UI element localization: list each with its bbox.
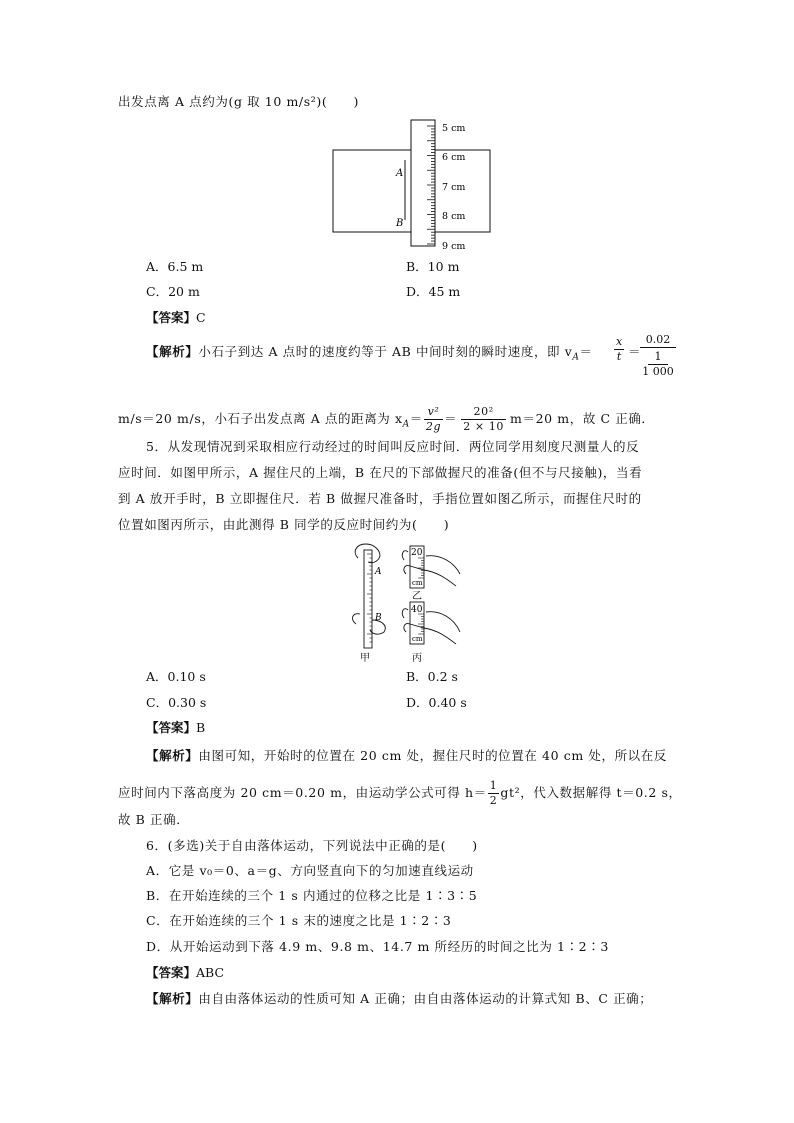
q5-frac-half-den: 2 [489, 794, 498, 807]
q4-frac-v-den: 2g [425, 420, 442, 433]
q4-figure [330, 116, 495, 254]
q5-figure [348, 540, 468, 664]
q6-analysis-line1 [146, 990, 652, 1008]
q4-tick-6: 6 cm [442, 152, 466, 163]
q4-label-a: A [396, 168, 404, 179]
q4-tick-9: 9 cm [442, 241, 466, 252]
q4-answer-value: C [196, 310, 206, 325]
q4-analysis-line1 [146, 343, 593, 367]
q5-answer-value: B [196, 720, 206, 735]
q4-frac-x-den: t [616, 350, 622, 363]
q6-answer [146, 964, 224, 982]
q4-tick-8: 8 cm [442, 211, 466, 222]
q5-option-d: D．0.40 s [406, 695, 467, 710]
q5-analysis-text2: 应时间内下落高度为 20 cm＝0.20 m，由运动学公式可得 h＝ [118, 785, 487, 800]
q5-stem-line4: 位置如图丙所示，由此测得 B 同学的反应时间约为( ) [118, 517, 450, 532]
q5-yi-unit: cm [412, 579, 423, 587]
q4-frac-20-den: 2 × 10 [463, 420, 505, 433]
q6-option-b: B．在开始连续的三个 1 s 内通过的位移之比是 1∶3∶5 [146, 888, 478, 903]
q4-frac-v2-over-2g [424, 405, 443, 434]
q6-analysis-tag: 【解析】 [146, 991, 199, 1006]
q5-analysis-text2-post: gt²，代入数据解得 t＝0.2 s， [500, 785, 682, 800]
q4-stem-tail: 出发点离 A 点约为(g 取 10 m/s²)( ) [118, 94, 359, 109]
q5-answer-tag: 【答案】 [146, 720, 197, 735]
q4-option-c: C．20 m [146, 284, 200, 299]
q4-frac-inner-num: 1 [648, 350, 668, 365]
q5-stem-line1: 5．从发现情况到采取相应行动经过的时间叫反应时间．两位同学用刻度尺测量人的反 [146, 439, 640, 454]
q4-analysis-text2-post: m＝20 m，故 C 正确． [510, 411, 655, 426]
q4-analysis-line2: m/s＝20 m/s，小石子出发点离 A 点的距离为 $x_A=$ $\frac{\text{v²}}{2g}$ ＝ $\frac{\text{20²}}{2 \times 10}$ m＝20 m，故 C 正确． [118, 405, 655, 433]
q5-answer [146, 719, 205, 737]
q4-frac-v-num: v² [424, 405, 443, 420]
q5-stem-line3: 到 A 放开手时，B 立即握住尺．若 B 做握尺准备时，手指位置如图乙所示，而握住尺时的 [118, 491, 642, 506]
q5-analysis-line3: 故 B 正确． [118, 812, 190, 827]
q4-answer [146, 309, 206, 327]
q5-bing-unit: cm [412, 635, 423, 643]
q6-stem: 6．(多选)关于自由落体运动，下列说法中正确的是( ) [146, 838, 478, 853]
q4-frac-20 [461, 405, 506, 434]
q4-answer-tag: 【答案】 [146, 310, 197, 325]
q5-stem-line2: 应时间．如图甲所示，A 握住尺的上端，B 在尺的下部做握尺的准备(但不与尺接触)，当看 [118, 465, 643, 480]
q5-frac-half [488, 779, 500, 808]
q5-analysis-tag: 【解析】 [146, 748, 199, 763]
q4-label-b: B [396, 218, 404, 229]
q5-analysis-text1: 由图可知，开始时的位置在 20 cm 处，握住尺时的位置在 40 cm 处，所以在反 [198, 748, 667, 763]
q4-frac-big [640, 333, 676, 379]
q5-option-a: A．0.10 s [146, 669, 206, 684]
q5-bing-reading: 40 [411, 605, 423, 615]
q4-frac-inner-den: 1 000 [642, 365, 674, 378]
q5-caption-bing: 丙 [412, 653, 422, 664]
q5-label-b: B [375, 613, 382, 623]
q5-yi-reading: 20 [411, 548, 423, 558]
q4-tick-7: 7 cm [442, 182, 466, 193]
q6-option-a: A．它是 v₀＝0、a＝g、方向竖直向下的匀加速直线运动 [146, 863, 474, 878]
q5-option-b: B．0.2 s [406, 669, 458, 684]
q4-option-d: D．45 m [406, 284, 461, 299]
q4-ruler [411, 120, 435, 246]
q4-frac-x-over-t [614, 335, 624, 364]
q5-option-c: C．0.30 s [146, 695, 207, 710]
q6-analysis-text1: 由自由落体运动的性质可知 A 正确；由自由落体运动的计算式知 B、C 正确； [198, 991, 653, 1006]
q4-analysis-text1: 小石子到达 A 点时的速度约等于 AB 中间时刻的瞬时速度，即 v [198, 344, 573, 359]
q5-caption-jia: 甲 [360, 653, 370, 664]
q4-option-a: A．6.5 m [146, 259, 204, 274]
q4-option-b: B．10 m [406, 259, 460, 274]
q5-frac-half-num: 1 [489, 779, 498, 792]
q5-label-a: A [375, 567, 382, 577]
q4-eq2: ＝ [628, 344, 641, 359]
q4-frac-big-num: 0.02 [640, 333, 676, 348]
q5-caption-yi: 乙 [412, 591, 422, 602]
q5-analysis-line2 [118, 779, 682, 808]
q6-answer-value: ABC [196, 965, 225, 980]
q5-jia-ruler [364, 550, 372, 648]
q4-tick-5: 5 cm [442, 123, 466, 134]
q6-option-d: D．从开始运动到下落 4.9 m、9.8 m、14.7 m 所经历的时间之比为 1∶2∶3 [146, 939, 609, 954]
q6-answer-tag: 【答案】 [146, 965, 197, 980]
q4-frac-x-num: x [616, 335, 623, 348]
q4-eq1: ＝ [579, 344, 593, 359]
q6-option-c: C．在开始连续的三个 1 s 末的速度之比是 1∶2∶3 [146, 913, 452, 928]
q4-analysis-text2: m/s＝20 m/s，小石子出发点离 A 点的距离为 x [118, 411, 403, 426]
q4-frac-20-num: 20² [461, 405, 506, 420]
q4-sub-a: A [572, 352, 580, 363]
q5-analysis-line1 [146, 747, 667, 765]
q4-sub-xa: A [402, 419, 410, 430]
q4-analysis-tag: 【解析】 [146, 344, 199, 359]
